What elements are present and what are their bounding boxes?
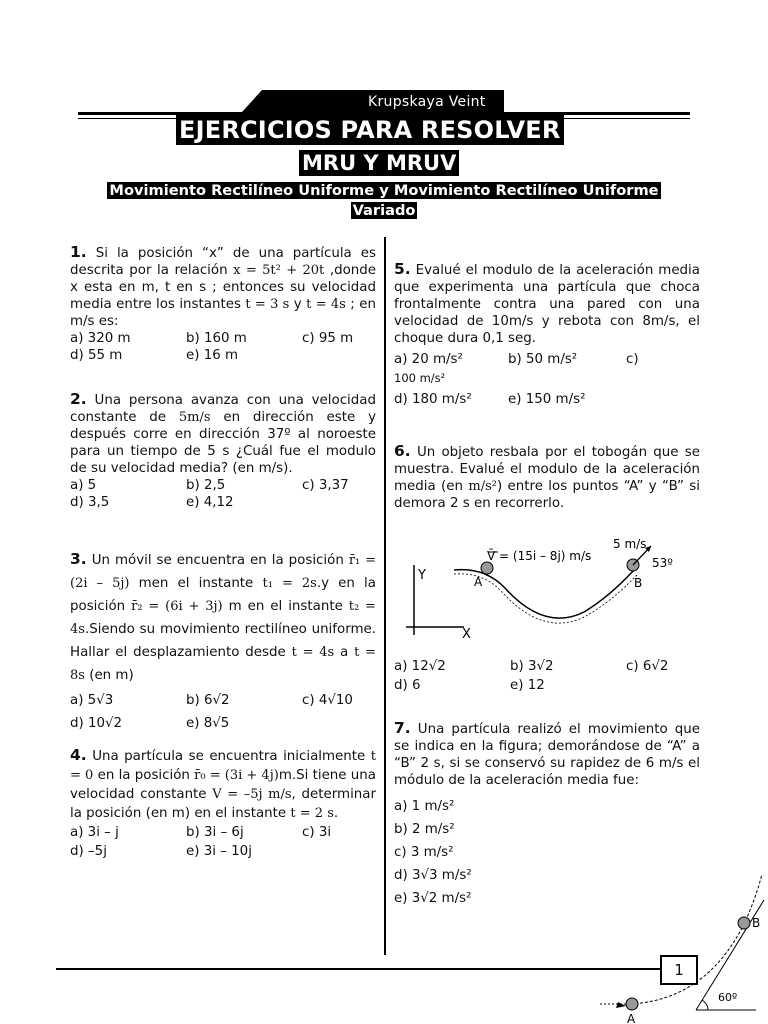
options-row (70, 712, 376, 735)
conjunction: a (340, 645, 349, 660)
option-e: e) 150 m/s² (508, 392, 586, 407)
point-b-label: B (634, 576, 643, 590)
option-d: d) 3,5 (70, 495, 110, 510)
option-a: a) 5√3 (70, 693, 114, 708)
column-divider (384, 237, 386, 955)
option-b: b) 6√2 (186, 693, 230, 708)
instant-t1: t₁ = 2s (262, 576, 317, 591)
question-number: 4. (70, 746, 87, 764)
option-c: c) 4√10 (302, 693, 353, 708)
option-e: e) 3i – 10j (186, 844, 252, 859)
page-number: 1 (660, 955, 698, 985)
point-b-label: B (752, 916, 761, 930)
option-c: c) 3,37 (302, 478, 349, 493)
options-row (70, 477, 376, 494)
question-text: Si la posición “x” de una partícula es descrita por la relación (70, 246, 376, 278)
option-a: a) 1 m/s² (394, 799, 455, 814)
options-row (394, 351, 700, 368)
conjunction: y (293, 297, 302, 312)
option-d: d) 55 m (70, 348, 123, 363)
question-5 (394, 261, 700, 408)
option-d: d) 3√3 m/s² (394, 868, 472, 883)
question-4 (70, 746, 376, 861)
instant-start: t = 4s (291, 645, 335, 660)
speed-value: 5m/s (178, 410, 211, 425)
point-a-ball (481, 562, 493, 574)
x-axis-label: X (462, 627, 471, 642)
options-row (394, 391, 700, 408)
option-e: e) 3√2 m/s² (394, 891, 472, 906)
footer-rule (56, 968, 660, 970)
point-a-label: A (474, 575, 483, 589)
question-text: Un móvil se encuentra en la posición (91, 553, 344, 568)
question-text: (en m) (89, 668, 134, 683)
option-e: e) 4,12 (186, 495, 234, 510)
question-text: men el instante (138, 576, 254, 591)
period: . (333, 806, 339, 821)
option-d: d) 10√2 (70, 716, 123, 731)
question-text: Evalué el modulo de la aceleración media que experimenta una partícula que choca frontalmente contra una pared con una velocidad de 10m/s y rebota con 8m/s, el choque dura 0,1 seg. (394, 263, 700, 346)
option-c-value: 100 m/s² (394, 371, 446, 385)
instant-t2: t₂ = 4s (70, 599, 376, 637)
option-b: b) 2 m/s² (394, 822, 455, 837)
angle-arc (702, 1000, 708, 1010)
option-b: b) 3i – 6j (186, 825, 244, 840)
question-number: 1. (70, 243, 87, 261)
subtitle-line-1: Movimiento Rectilíneo Uniforme y Movimiento Rectilíneo Uniforme (109, 182, 659, 199)
instant-t0: t = 0 (70, 749, 376, 783)
question-text: .y en la posición (70, 576, 376, 614)
position-r1: r̄₁ = (2i – 5j) (70, 553, 376, 591)
subtitle-line-2: Variado (352, 202, 416, 219)
option-b: b) 160 m (186, 331, 247, 346)
option-d: d) –5j (70, 844, 107, 859)
question-number: 7. (394, 719, 411, 737)
speed-label: 5 m/s (613, 537, 647, 551)
options-row (394, 657, 700, 676)
instant-1: t = 3 s (245, 297, 290, 312)
angle-label: 60º (718, 991, 738, 1004)
slide-figure (394, 532, 700, 644)
instant-2: t = 4s (306, 297, 346, 312)
option-e: e) 16 m (186, 348, 239, 363)
position-r2: r̄₂ = (6i + 3j) (131, 599, 223, 614)
subtitle (74, 181, 694, 221)
options-row (70, 842, 376, 861)
question-2 (70, 391, 376, 511)
angle-label: 53º (652, 556, 673, 570)
question-number: 3. (70, 550, 87, 568)
instant-t: t = 2 s (290, 806, 334, 821)
option-b: b) 3√2 (510, 659, 554, 674)
option-b: b) 50 m/s² (508, 352, 578, 367)
question-6-options (394, 657, 700, 695)
topic-title: MRU Y MRUV (299, 150, 459, 176)
question-text: m en el instante (228, 599, 343, 614)
question-6 (394, 443, 700, 512)
options-row (70, 823, 376, 842)
question-1 (70, 244, 376, 364)
question-text: en la posición (97, 768, 190, 783)
page-title: EJERCICIOS PARA RESOLVER (176, 115, 564, 145)
point-b-ball (738, 917, 750, 929)
option-c: c) 3i (302, 825, 332, 840)
question-text: ) entre los puntos “A” y “B” si demora 2 s en recorrerlo. (394, 479, 701, 511)
question-3 (70, 548, 376, 735)
question-number: 6. (394, 442, 411, 460)
options-row (70, 330, 376, 347)
option-e: e) 8√5 (186, 716, 230, 731)
y-axis-label: Y (418, 568, 426, 583)
options-row (394, 676, 700, 695)
option-d: d) 6 (394, 678, 421, 693)
option-a: a) 5 (70, 478, 97, 493)
point-a-ball (626, 998, 638, 1010)
option-a: a) 20 m/s² (394, 352, 463, 367)
question-text: Un objeto resbala por el tobogán que se muestra. Evalué el modulo de la aceleración media (en (394, 445, 700, 494)
velocity-label: V̄ = (15i – 8j) m/s (487, 549, 592, 563)
question-text: en dirección este y después corre en dirección 37º al noroeste para un tiempo de 5 s ¿Cuál fue el modulo de su velocidad media? (en m/s). (70, 410, 377, 476)
question-text: ,donde x esta en m, t en s ; entonces su velocidad media entre los instantes (70, 263, 376, 312)
option-b: b) 2,5 (186, 478, 226, 493)
curve-figure (596, 870, 768, 1024)
option-a: a) 3i – j (70, 825, 119, 840)
question-text: .Siendo su movimiento rectilíneo uniforme. Hallar el desplazamiento desde (70, 622, 376, 660)
instant-end: t = 8s (70, 645, 376, 683)
question-text: , determinar la posición (en m) en el instante (70, 787, 376, 821)
question-text: m.Si tiene una velocidad constante (70, 768, 376, 802)
option-c: c) 95 m (302, 331, 354, 346)
question-text: Una persona avanza con una velocidad constante de (70, 393, 376, 425)
option-e: e) 12 (510, 678, 545, 693)
question-number: 5. (394, 260, 411, 278)
option-c: c) (626, 352, 639, 367)
options-row (70, 347, 376, 364)
position-r0: r̄₀ = (3i + 4j) (194, 768, 279, 783)
unit: m/s² (468, 479, 497, 494)
option-a: a) 320 m (70, 331, 131, 346)
position-formula: x = 5t² + 20t (233, 263, 325, 278)
option-a: a) 12√2 (394, 659, 446, 674)
question-text: ; en m/s es: (70, 297, 376, 329)
options-row (70, 689, 376, 712)
option-c: c) 3 m/s² (394, 845, 454, 860)
author-name: Krupskaya Veint (368, 94, 486, 110)
option-c: c) 6√2 (626, 659, 669, 674)
option-d: d) 180 m/s² (394, 392, 472, 407)
velocity-vector: V = –5j m/s (212, 787, 292, 802)
question-number: 2. (70, 390, 87, 408)
question-text: Una partícula realizó el movimiento que se indica en la figura; demorándose de “A” a “B” 2 s, si se conservó su rapidez de 6 m/s el módulo de la aceleración media fue: (394, 722, 700, 788)
arrowhead (616, 1002, 626, 1008)
point-a-label: A (627, 1012, 636, 1024)
options-row (70, 494, 376, 511)
question-text: Una partícula se encuentra inicialmente (92, 749, 366, 764)
